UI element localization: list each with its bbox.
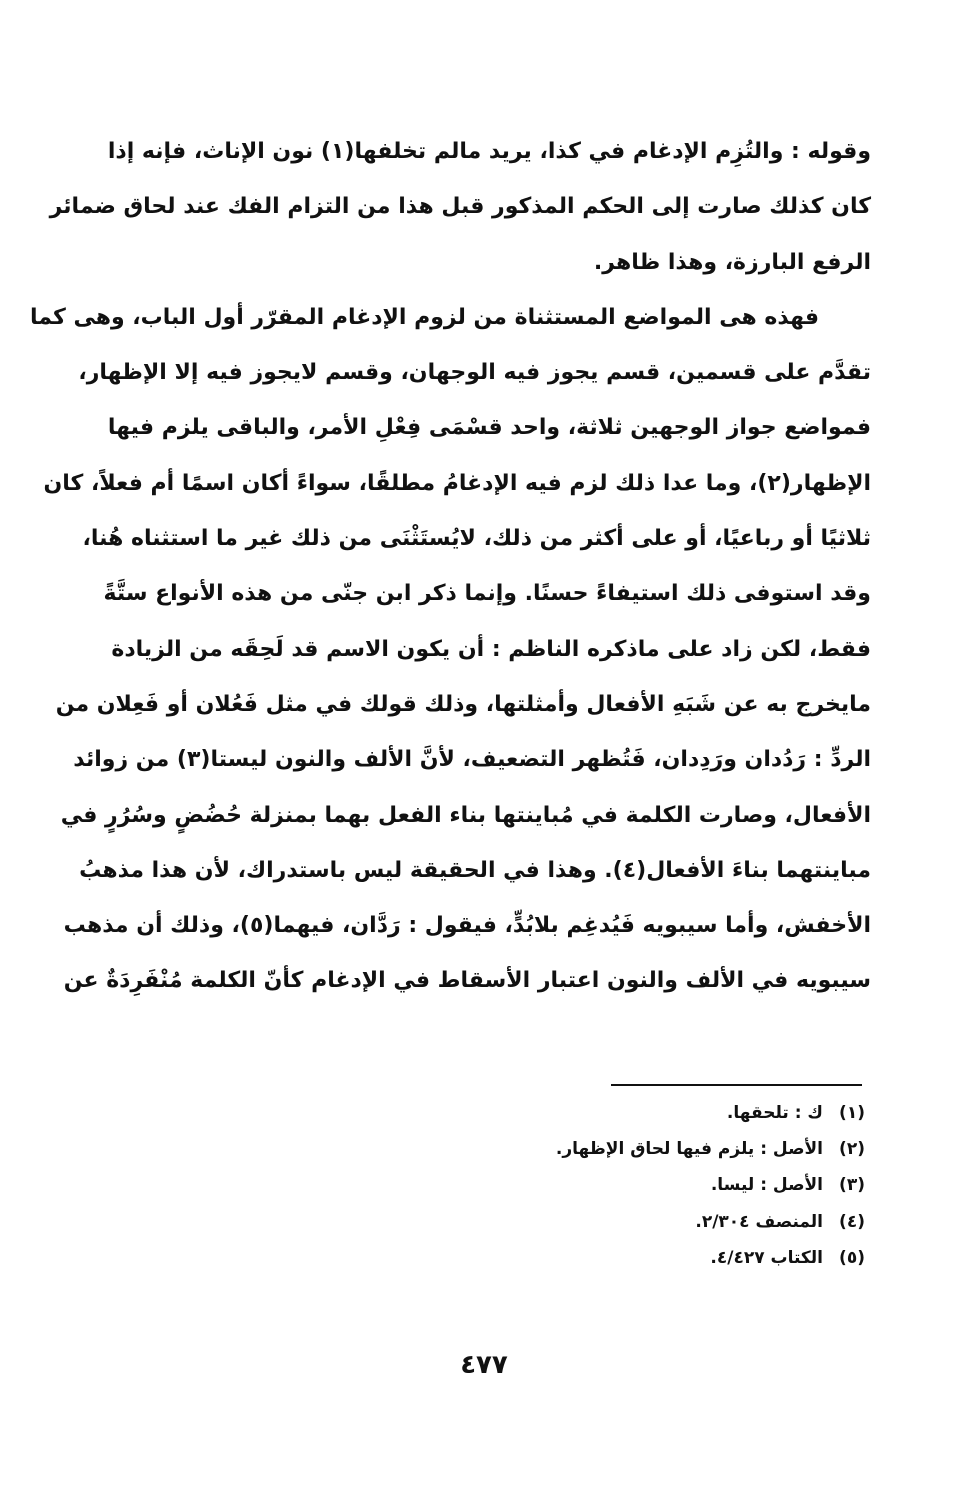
text-line: سيبويه في الألف والنون اعتبار الأسقاط في الإدغام كأنّ الكلمة مُنْفَرِدَةٌ عن	[63, 968, 871, 994]
page-number: ٤٧٧	[460, 1350, 508, 1380]
footnote-number: (٣)	[839, 1175, 865, 1196]
footnote-text: الكتاب ٤/٤٢٧.	[710, 1247, 823, 1268]
footnote	[560, 1240, 865, 1276]
footnote-number: (١)	[839, 1103, 865, 1123]
footnote-number: (٥)	[839, 1247, 865, 1268]
text-line: كان كذلك صارت إلى الحكم المذكور قبل هذا من التزام الفك عند لحاق ضمائر	[49, 194, 871, 220]
text-line: فقط، لكن زاد على ماذكره الناظم : أن يكون الاسم قد لَحِقَه من الزيادة	[111, 636, 871, 662]
text-line: الرفع البارزة، وهذا ظاهر.	[593, 249, 871, 275]
footnote-number: (٢)	[839, 1139, 865, 1160]
footnote	[560, 1167, 865, 1203]
footnote-divider	[611, 1084, 862, 1086]
text-line: الأفعال، وصارت الكلمة في مُباينتها بناء الفعل بهما بمنزلة حُضُضٍ وسُرُرٍ في	[60, 802, 871, 828]
footnote-text: المنصف ٢/٣٠٤.	[695, 1211, 823, 1232]
text-line: تقدَّم على قسمين، قسم يجوز فيه الوجهان، وقسم لايجوز فيه إلا الإظهار،	[78, 360, 871, 386]
text-line: وقوله : والتُزِم الإدغام في كذا، يريد مالم تخلفها(١) نون الإناث، فإنه إذا	[107, 139, 871, 164]
footnote-text: الأصل : يلزم فيها لحاق الإظهار.	[555, 1139, 823, 1160]
text-line: الردِّ : رَدُدان ورَدِدان، فَتُظهر التضعيف، لأنَّ الألف والنون ليستا(٣) من زوائد	[73, 747, 871, 773]
text-line: الإظهار(٢)، وما عدا ذلك لزم فيه الإدغامُ مطلقًا، سواءً أكان اسمًا أم فعلاً، كان	[43, 470, 871, 496]
text-line: وقد استوفى ذلك استيفاءً حسنًا. وإنما ذكر ابن جنّى من هذه الأنواع ستَّةً	[103, 581, 871, 607]
footnote	[560, 1095, 865, 1131]
text-line: الأخفش، وأما سيبويه فَيُدغِم بلابُدٍّ، فيقول : رَدَّان، فيهما(٥)، وذلك أن مذهب	[63, 913, 871, 939]
text-line: فمواضع جواز الوجهين ثلاثة، واحد قسْمَى فِعْلِ الأمر، والباقى يلزم فيها	[107, 415, 871, 441]
text-line: مباينتهما بناءَ الأفعال(٤). وهذا في الحقيقة ليس باستدراك، لأن هذا مذهبُ	[79, 857, 871, 883]
footnotes	[555, 1095, 865, 1276]
footnote-text: ك : تلحقها.	[726, 1103, 823, 1123]
text-line: مايخرج به عن شَبَهِ الأفعال وأمثلتها، وذلك قولك في مثل فَعُلان أو فَعِلان من	[55, 691, 871, 717]
footnote	[560, 1204, 865, 1240]
footnote-number: (٤)	[839, 1211, 865, 1232]
main-text	[29, 124, 871, 1009]
footnote-text: الأصل : ليسا.	[710, 1175, 823, 1196]
text-line: فهذه هى المواضع المستثناة من لزوم الإدغام المقرّر أول الباب، وهى كما	[29, 304, 819, 330]
footnote	[555, 1131, 865, 1167]
text-line: ثلاثيًا أو رباعيًا، أو على أكثر من ذلك، لايُستَثْنَى من ذلك غير ما استثناه هُنا،	[82, 526, 871, 552]
